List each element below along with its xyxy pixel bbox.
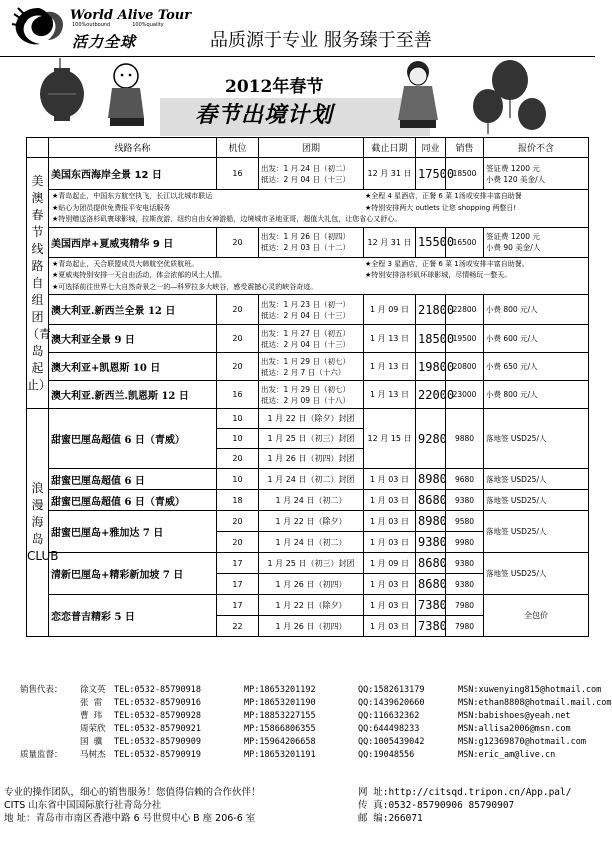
trade-price: 8980 bbox=[416, 511, 446, 532]
col-header-seats: 机位 bbox=[217, 138, 259, 158]
trade-price: 19800 bbox=[416, 353, 446, 381]
deadline: 1 月 03 日 bbox=[364, 511, 416, 532]
trade-price: 15500 bbox=[416, 227, 446, 257]
footer-company-info bbox=[4, 786, 261, 825]
fax: 传 真:0532-85790906 85790907 bbox=[358, 800, 515, 811]
trade-price: 22000 bbox=[416, 381, 446, 409]
deadline: 1 月 03 日 bbox=[364, 616, 416, 637]
trade-price: 7380 bbox=[416, 595, 446, 616]
tour-date: 1 月 24 日（初二） bbox=[259, 490, 364, 511]
table-row bbox=[27, 325, 589, 353]
deadline: 12 月 31 日 bbox=[364, 227, 416, 257]
remarks: 落地签 USD25/人 bbox=[484, 553, 589, 595]
route-name: 澳大利亚.新西兰.凯恩斯 12 日 bbox=[49, 381, 217, 409]
col-header-excluded: 报价不含 bbox=[484, 138, 589, 158]
table-header-row bbox=[27, 138, 589, 158]
col-header-dates: 团期 bbox=[259, 138, 364, 158]
website-link[interactable]: 网 址:http://citsqd.tripon.cn/App.pal/ bbox=[358, 787, 572, 798]
route-name: 澳大利亚.新西兰全景 12 日 bbox=[49, 295, 217, 325]
retail-price: 19500 bbox=[446, 325, 484, 353]
retail-price: 9380 bbox=[446, 553, 484, 574]
table-row bbox=[27, 511, 589, 532]
trade-price: 7380 bbox=[416, 616, 446, 637]
company-name: CITS 山东省中国国际旅行社青岛分社 bbox=[4, 800, 162, 811]
contact-row: 曹 玮 TEL:0532-85790928 MP:18853227155 QQ:116632362 MSN:babishoes@yeah.net bbox=[80, 711, 571, 721]
col-header-deadline: 截止日期 bbox=[364, 138, 416, 158]
retail-price: 9680 bbox=[446, 469, 484, 490]
tour-date: 1 月 22 日（除夕） bbox=[259, 511, 364, 532]
deadline: 1 月 13 日 bbox=[364, 353, 416, 381]
tour-date: 1 月 24 日（初二） bbox=[259, 532, 364, 553]
deadline: 12 月 15 日 bbox=[364, 409, 416, 469]
table-row bbox=[27, 409, 589, 429]
tour-date: 1 月 26 日（初四） bbox=[259, 574, 364, 595]
retail-price: 9880 bbox=[446, 409, 484, 469]
brand-tagline: 100%outbound 100%quality bbox=[72, 22, 164, 28]
seats: 20 bbox=[217, 511, 259, 532]
seats: 17 bbox=[217, 595, 259, 616]
notes-row bbox=[27, 190, 589, 228]
remarks: 落地签 USD25/人 bbox=[484, 490, 589, 511]
route-name: 恋恋普吉精彩 5 日 bbox=[49, 595, 217, 637]
remarks: 落地签 USD25/人 bbox=[484, 409, 589, 469]
table-row bbox=[27, 595, 589, 616]
retail-price: 9380 bbox=[446, 490, 484, 511]
seats: 18 bbox=[217, 490, 259, 511]
route-name: 甜蜜巴厘岛超值 6 日（青威） bbox=[49, 409, 217, 469]
trade-price: 8680 bbox=[416, 553, 446, 574]
child-figure-icon-2 bbox=[398, 61, 438, 128]
tour-dates: 出发：1 月 23 日（初一） 抵达：2 月 04 日（十三） bbox=[259, 295, 364, 325]
contact-row: 国 骥 TEL:0532-85790909 MP:15964206658 QQ:1005439042 MSN:g12369870@hotmail.com bbox=[80, 737, 586, 747]
route-name: 澳大利亚+凯恩斯 10 日 bbox=[49, 353, 217, 381]
seats: 20 bbox=[217, 325, 259, 353]
table-row bbox=[27, 295, 589, 325]
tour-date: 1 月 26 日（初四）封团 bbox=[259, 449, 364, 469]
col-header-trade: 同业 bbox=[416, 138, 446, 158]
remarks: 落地签 USD25/人 bbox=[484, 511, 589, 553]
seats: 20 bbox=[217, 353, 259, 381]
route-name: 甜蜜巴厘岛+雅加达 7 日 bbox=[49, 511, 217, 553]
swirl-logo-icon bbox=[8, 4, 70, 48]
brand-english: World Alive Tour bbox=[70, 8, 192, 23]
trade-price: 8980 bbox=[416, 469, 446, 490]
slogan: 品质源于专业 服务臻于至善 bbox=[210, 30, 432, 51]
footer-contact-info bbox=[358, 786, 571, 825]
seats: 16 bbox=[217, 158, 259, 190]
tour-dates: 出发：1 月 29 日（初七） 抵达：2 月 7 日（十六） bbox=[259, 353, 364, 381]
trade-price: 17500 bbox=[416, 158, 446, 190]
table-row bbox=[27, 381, 589, 409]
seats: 10 bbox=[217, 429, 259, 449]
trade-price: 18500 bbox=[416, 325, 446, 353]
tour-date: 1 月 25 日（初三）封团 bbox=[259, 553, 364, 574]
contact-row: 张 雷 TEL:0532-85790916 MP:18653201190 QQ:1439620660 MSN:ethan8808@hotmail.mail.com bbox=[80, 698, 612, 708]
col-header-retail: 销售 bbox=[446, 138, 484, 158]
contact-row: 质量监督： 马树杰 TEL:0532-85790919 MP:18653201191 QQ:19048556 MSN:eric_am@live.cn bbox=[20, 750, 556, 760]
seats: 10 bbox=[217, 469, 259, 490]
trade-price: 9380 bbox=[416, 532, 446, 553]
route-name: 清新巴厘岛+精彩新加坡 7 日 bbox=[49, 553, 217, 595]
retail-price: 9980 bbox=[446, 532, 484, 553]
tour-dates: 出发：1 月 26 日（初四） 抵达：2 月 03 日（十二） bbox=[259, 227, 364, 257]
deadline: 1 月 09 日 bbox=[364, 553, 416, 574]
seats: 20 bbox=[217, 295, 259, 325]
contact-row: 周荣欣 TEL:0532-85790921 MP:15866806355 QQ:644498233 MSN:allisa2006@msn.com bbox=[80, 724, 571, 734]
deadline: 1 月 03 日 bbox=[364, 490, 416, 511]
seats: 22 bbox=[217, 616, 259, 637]
brand-chinese: 活力全球 bbox=[72, 33, 137, 51]
retail-price: 16500 bbox=[446, 227, 484, 257]
tour-date: 1 月 25 日（初三）封团 bbox=[259, 429, 364, 449]
retail-price: 22800 bbox=[446, 295, 484, 325]
header-divider bbox=[0, 56, 595, 57]
retail-price: 9380 bbox=[446, 574, 484, 595]
tour-date: 1 月 24 日（初二）封团 bbox=[259, 469, 364, 490]
remarks: 全包价 bbox=[484, 595, 589, 637]
remarks: 小费 650 元/人 bbox=[484, 353, 589, 381]
seats: 20 bbox=[217, 449, 259, 469]
deadline: 1 月 09 日 bbox=[364, 295, 416, 325]
remarks: 签证费 1200 元 小费 90 美金/人 bbox=[484, 227, 589, 257]
trade-price: 9280 bbox=[416, 409, 446, 469]
seats: 10 bbox=[217, 409, 259, 429]
route-notes: ★青岛起止，中国东方航空执飞，长江以北城市联运 ★全程 4 星酒店，正餐 6 菜 1汤或安排丰富自助餐 ★贴心为团员提供免费报平安电话服务 ★特别安排两大 outlets 让您 shopping 两整日! ★特别赠送洛杉矶寰球影城，拉斯夜游，纽约自由女神游船，边境城市圣地亚哥，超值大礼包，让您省心又舒心。 bbox=[49, 190, 589, 228]
address: 地 址：青岛市市南区香港中路 6 号世贸中心 B 座 206-6 室 bbox=[4, 813, 256, 824]
deadline: 1 月 13 日 bbox=[364, 381, 416, 409]
seats: 17 bbox=[217, 574, 259, 595]
zip-code: 邮 编:266071 bbox=[358, 813, 423, 824]
seats: 20 bbox=[217, 532, 259, 553]
deadline: 1 月 03 日 bbox=[364, 532, 416, 553]
retail-price: 23000 bbox=[446, 381, 484, 409]
tour-dates: 出发：1 月 27 日（初五） 抵达：2 月 04 日（十三） bbox=[259, 325, 364, 353]
route-name: 澳大利亚全景 9 日 bbox=[49, 325, 217, 353]
deadline: 1 月 13 日 bbox=[364, 325, 416, 353]
sales-contacts bbox=[20, 684, 612, 762]
route-name: 甜蜜巴厘岛超值 6 日（青威） bbox=[49, 490, 217, 511]
motto: 专业的操作团队，细心的销售服务！您值得信赖的合作伙伴！ bbox=[4, 787, 261, 798]
remarks: 小费 600 元/人 bbox=[484, 325, 589, 353]
tour-dates: 出发：1 月 24 日（初二） 抵达：2 月 04 日（十三） bbox=[259, 158, 364, 190]
remarks: 小费 800 元/人 bbox=[484, 381, 589, 409]
table-row bbox=[27, 553, 589, 574]
banner-year: 2012年春节 bbox=[225, 77, 324, 97]
tour-date: 1 月 22 日（除夕） bbox=[259, 595, 364, 616]
route-notes: ★青岛起止，天合联盟成员大韩航空优质航班。 ★全程 3 星酒店，正餐 6 菜 1汤或安排丰富自助餐。 ★夏威夷特别安排一天自由活动，体会浓郁的风土人情。 ★特别安排洛杉矶环球影城，尽情畅玩一整天。 ★可选择前往世界七大自然奇景之一的—科罗拉多大峡谷，感受震撼心灵的峡谷奇迹。 bbox=[49, 257, 589, 295]
table-row bbox=[27, 158, 589, 190]
route-name: 美国东西海岸全景 12 日 bbox=[49, 158, 217, 190]
trade-price: 21800 bbox=[416, 295, 446, 325]
retail-price: 9580 bbox=[446, 511, 484, 532]
col-header-route: 线路名称 bbox=[49, 138, 217, 158]
tour-schedule-table bbox=[26, 137, 589, 637]
table-row bbox=[27, 469, 589, 490]
trade-price: 8680 bbox=[416, 490, 446, 511]
lantern-icon bbox=[40, 58, 84, 121]
table-row bbox=[27, 227, 589, 257]
route-name: 甜蜜巴厘岛超值 6 日 bbox=[49, 469, 217, 490]
tour-dates: 出发：1 月 29 日（初七） 抵达：2 月 09 日（十八） bbox=[259, 381, 364, 409]
retail-price: 7980 bbox=[446, 616, 484, 637]
banner-title: 春节出境计划 bbox=[195, 102, 334, 128]
lantern-cluster-icon bbox=[473, 60, 546, 134]
trade-price: 8680 bbox=[416, 574, 446, 595]
retail-price: 18500 bbox=[446, 158, 484, 190]
notes-row bbox=[27, 257, 589, 295]
section-label-island-club: 浪漫海岛CLUB bbox=[27, 409, 49, 637]
route-name: 美国西岸+夏威夷精华 9 日 bbox=[49, 227, 217, 257]
table-row bbox=[27, 490, 589, 511]
contact-row: 销售代表： 徐文英 TEL:0532-85790918 MP:18653201192 QQ:1582613179 MSN:xuwenying815@hotmail.com bbox=[20, 685, 602, 695]
remarks: 签证费 1200 元 小费 120 美金/人 bbox=[484, 158, 589, 190]
table-row bbox=[27, 353, 589, 381]
seats: 20 bbox=[217, 227, 259, 257]
remarks: 落地签 USD25/人 bbox=[484, 469, 589, 490]
deadline: 1 月 03 日 bbox=[364, 469, 416, 490]
seats: 17 bbox=[217, 553, 259, 574]
retail-price: 20800 bbox=[446, 353, 484, 381]
deadline: 1 月 03 日 bbox=[364, 595, 416, 616]
seats: 16 bbox=[217, 381, 259, 409]
deadline: 12 月 31 日 bbox=[364, 158, 416, 190]
section-label-america-australia: 美澳春节线路自组团（青岛起止） bbox=[27, 158, 49, 409]
tour-date: 1 月 26 日（初四） bbox=[259, 616, 364, 637]
child-figure-icon bbox=[108, 64, 144, 126]
remarks: 小费 800 元/人 bbox=[484, 295, 589, 325]
deadline: 1 月 03 日 bbox=[364, 574, 416, 595]
tour-date: 1 月 22 日（除夕）封团 bbox=[259, 409, 364, 429]
retail-price: 7980 bbox=[446, 595, 484, 616]
